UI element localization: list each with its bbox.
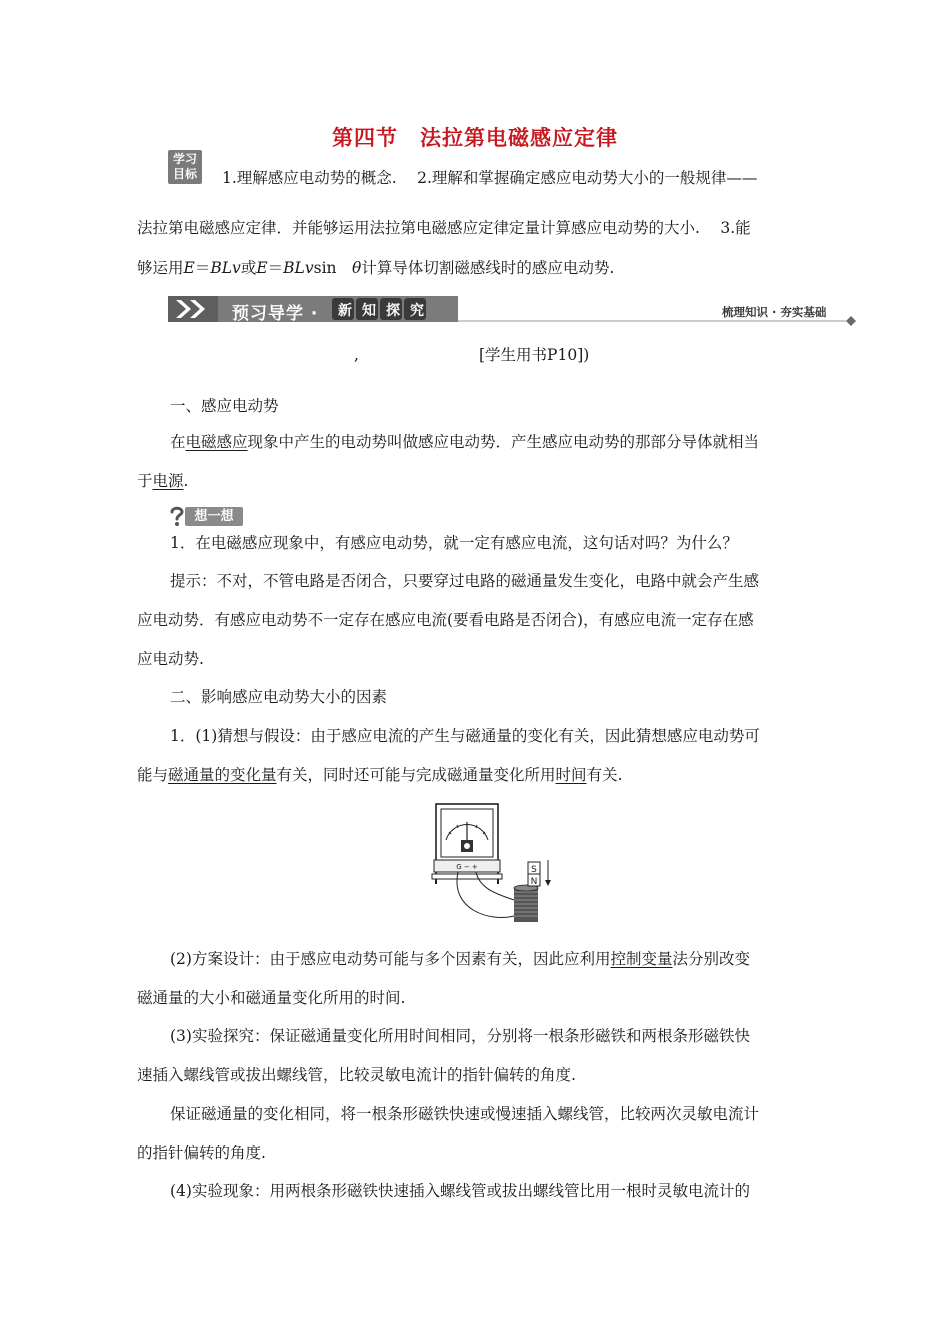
- learning-goals-badge: [168, 150, 202, 184]
- section-name: 法拉第电磁感应定律: [420, 126, 618, 150]
- section1-heading: 一、感应电动势: [170, 397, 279, 415]
- text-run: 能与: [137, 766, 169, 784]
- section2-para3-line1: (3)实验探究：保证磁通量变化所用时间相同，分别将一根条形磁铁和两根条形磁铁快: [170, 1027, 750, 1045]
- formula-var: BLv: [210, 259, 241, 277]
- magnet-north-label: N: [530, 877, 538, 887]
- banner-subtitle: 梳理知识 · 夯实基础: [722, 305, 827, 319]
- section1-para-line2: [137, 471, 188, 491]
- section2-para4-line2: 的指针偏转的角度.: [137, 1144, 266, 1162]
- banner-title: [232, 299, 318, 324]
- diamond-icon: [846, 316, 856, 326]
- banner-left-label: 预习导学 ·: [232, 304, 319, 324]
- think-answer-line3: 应电动势.: [137, 650, 204, 668]
- think-answer-line2: 应电动势．有感应电动势不一定存在感应电流(要看电路是否闭合)，有感应电流一定存在感: [137, 611, 754, 629]
- section-number: 第四节: [332, 126, 398, 150]
- underlined-term: 电源: [152, 472, 184, 490]
- text-run: ＝: [267, 259, 284, 277]
- section1-para-line1: [170, 432, 759, 452]
- section2-para2-line1: [170, 949, 750, 969]
- text-run: ＝: [194, 259, 211, 277]
- text-run: 计算导体切割磁感线时的感应电动势.: [361, 259, 615, 277]
- section2-heading: 二、影响感应电动势大小的因素: [170, 688, 388, 706]
- text-run: 法分别改变: [672, 950, 750, 968]
- underlined-term: 磁通量的变化量: [168, 766, 277, 784]
- goals-line-1: 1.理解感应电动势的概念. 2.理解和掌握确定感应电动势大小的一般规律——: [222, 169, 758, 187]
- terminal-labels: G − +: [456, 863, 478, 871]
- banner-char: 探: [386, 303, 400, 319]
- banner-chars: [334, 300, 434, 320]
- section2-para1-line1: 1．(1)猜想与假设：由于感应电流的产生与磁通量的变化有关，因此猜想感应电动势可: [170, 727, 760, 745]
- banner-char: 新: [338, 303, 352, 319]
- text-run: 或: [240, 259, 257, 277]
- section2-para3-line2: 速插入螺线管或拔出螺线管，比较灵敏电流计的指针偏转的角度.: [137, 1066, 576, 1084]
- formula-var: BLv: [283, 259, 314, 277]
- underlined-term: 时间: [555, 766, 587, 784]
- text-run: 够运用: [137, 259, 184, 277]
- badge-line-2: 目标: [172, 167, 197, 181]
- text-run: sin: [313, 259, 353, 277]
- section2-para5-line1: (4)实验现象：用两根条形磁铁快速插入螺线管或拔出螺线管比用一根时灵敏电流计的: [170, 1182, 750, 1200]
- text-run: 有关，同时还可能与完成磁通量变化所用: [276, 766, 556, 784]
- think-answer-line1: 提示：不对，不管电路是否闭合，只要穿过电路的磁通量发生变化，电路中就会产生感: [170, 572, 760, 590]
- underlined-term: 电磁感应: [185, 433, 248, 451]
- text-run: (2)方案设计：由于感应电动势可能与多个因素有关，因此应利用: [170, 950, 611, 968]
- think-question: 1．在电磁感应现象中，有感应电动势，就一定有感应电流，这句话对吗？为什么？: [170, 534, 738, 552]
- formula-var: E: [183, 259, 195, 277]
- badge-line-1: 学习: [172, 152, 197, 166]
- goals-line-2: 法拉第电磁感应定律．并能够运用法拉第电磁感应定律定量计算感应电动势的大小. 3.能: [137, 219, 751, 237]
- book-reference: [学生用书P10]): [479, 346, 590, 364]
- banner-char: 知: [362, 303, 376, 319]
- section2-para4-line1: 保证磁通量的变化相同，将一根条形磁铁快速或慢速插入螺线管，比较两次灵敏电流计: [170, 1105, 760, 1123]
- arrow-down-icon: [545, 880, 551, 886]
- think-label: 想一想: [185, 507, 243, 526]
- text-run: .: [183, 472, 189, 490]
- underlined-term: 控制变量: [610, 950, 673, 968]
- magnet-south-label: S: [531, 865, 537, 875]
- page-title: [0, 122, 950, 152]
- section2-para1-line2: [137, 765, 623, 785]
- banner-char: 究: [410, 303, 424, 319]
- text-run: 在: [170, 433, 186, 451]
- formula-var: E: [256, 259, 268, 277]
- text-run: 有关.: [586, 766, 623, 784]
- goals-line-3: [137, 258, 614, 278]
- question-icon: [168, 505, 186, 527]
- section2-para2-line2: 磁通量的大小和磁通量变化所用的时间.: [137, 989, 406, 1007]
- text-run: 现象中产生的电动势叫做感应电动势．产生感应电动势的那部分导体就相当: [247, 433, 760, 451]
- formula-var: θ: [352, 259, 362, 277]
- ref-comma: ,: [354, 346, 359, 364]
- galvanometer-figure: [430, 800, 560, 930]
- text-run: 于: [137, 472, 153, 490]
